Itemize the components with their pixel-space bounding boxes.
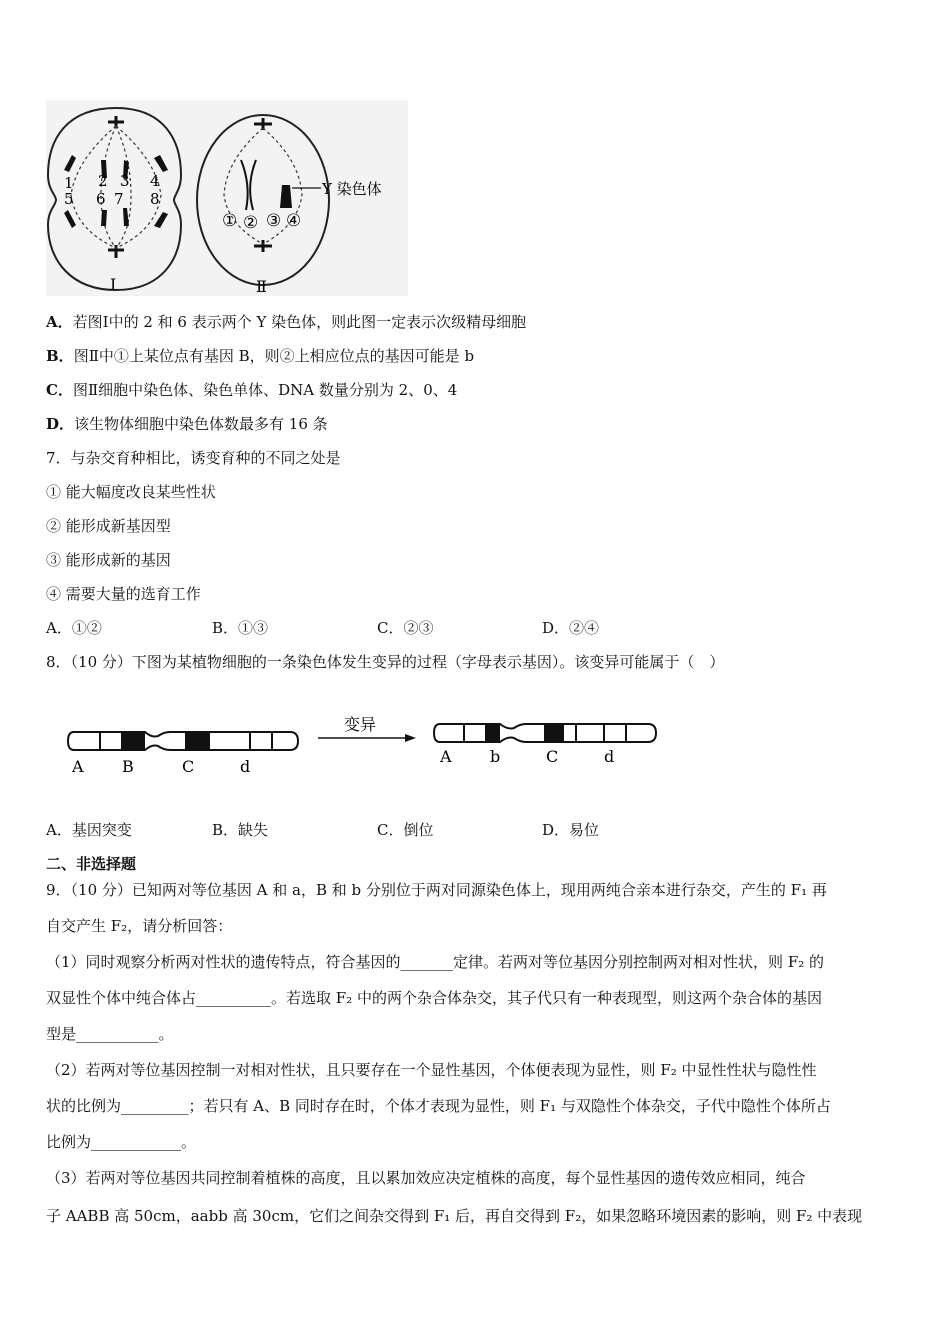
q9-part2-line1: （2）若两对等位基因控制一对相对性状，且只要存在一个显性基因，个体便表现为显性，则 F₂ 中显性性状与隐性性 [46, 1061, 817, 1079]
circled-label-4: ④ [286, 211, 302, 231]
gene-after-c: C [546, 747, 559, 766]
q7-item-2: ② 能形成新基因型 [46, 517, 171, 535]
q7-option-c[interactable] [377, 618, 434, 638]
section-heading: 二、非选择题 [46, 855, 137, 873]
option-letter: D． [542, 619, 570, 637]
gene-before-d: d [240, 757, 251, 776]
q9-part1-line1: （1）同时观察分析两对性状的遗传特点，符合基因的_______定律。若两对等位基因分别控制两对相对性状，则 F₂ 的 [46, 953, 825, 971]
chromosome-label-6: 6 [96, 190, 106, 208]
q7-option-d[interactable] [542, 618, 599, 638]
chromosome-label-4: 4 [150, 172, 160, 190]
option-letter: A． [46, 821, 72, 839]
option-letter: B． [212, 821, 239, 839]
gene-before-a: A [72, 757, 84, 776]
option-text: ②③ [403, 619, 434, 637]
option-letter: C． [46, 381, 73, 399]
chromosome-label-1: 1 [64, 174, 74, 192]
q6-option-a[interactable] [46, 312, 526, 332]
option-text: ①③ [238, 619, 269, 637]
q9-stem-line2: 自交产生 F₂，请分析回答： [46, 917, 233, 935]
q8-stem: 8．（10 分）下图为某植物细胞的一条染色体发生变异的过程（字母表示基因）。该变异可能属于（ ） [46, 653, 725, 671]
option-text: ②④ [569, 619, 600, 637]
option-letter: D． [542, 821, 570, 839]
q7-stem: 7．与杂交育种相比，诱变育种的不同之处是 [46, 449, 341, 467]
chromosome-label-5: 5 [64, 190, 74, 208]
circled-label-1: ① [222, 211, 238, 231]
option-letter: B． [212, 619, 239, 637]
q8-option-b[interactable] [212, 820, 268, 840]
q9-stem-line1: 9．（10 分）已知两对等位基因 A 和 a，B 和 b 分别位于两对同源染色体上，现用两纯合亲本进行杂交，产生的 F₁ 再 [46, 881, 827, 899]
q7-option-a[interactable] [46, 618, 102, 638]
chromosome-variation-figure [60, 708, 670, 778]
q9-part3-line1: （3）若两对等位基因共同控制着植株的高度，且以累加效应决定植株的高度，每个显性基因的遗传效应相同，纯合 [46, 1169, 806, 1187]
q8-option-d[interactable] [542, 820, 599, 840]
cell-division-figure [46, 100, 408, 296]
q6-option-b[interactable] [46, 346, 474, 366]
q9-part2-line3: 比例为____________。 [46, 1133, 197, 1151]
q9-part1-line2: 双显性个体中纯合体占__________。若选取 F₂ 中的两个杂合体杂交，其子代只有一种表现型，则这两个杂合体的基因 [46, 989, 822, 1007]
q7-option-b[interactable] [212, 618, 268, 638]
option-letter: C． [377, 619, 404, 637]
chromosome-label-2: 2 [98, 172, 108, 190]
q9-part2-line2: 状的比例为_________；若只有 A、B 同时存在时，个体才表现为显性，则 F₁ 与双隐性个体杂交，子代中隐性个体所占 [46, 1097, 831, 1115]
y-chromosome-label: Y 染色体 [322, 180, 382, 198]
q7-item-3: ③ 能形成新的基因 [46, 551, 171, 569]
option-letter: A． [46, 619, 72, 637]
gene-after-b: b [490, 747, 501, 766]
option-text: 图Ⅱ中①上某位点有基因 B，则②上相应位点的基因可能是 b [73, 347, 475, 365]
q8-option-a[interactable] [46, 820, 132, 840]
option-text: 基因突变 [71, 821, 132, 839]
gene-before-b: B [122, 757, 134, 776]
q9-part3-line2: 子 AABB 高 50cm，aabb 高 30cm，它们之间杂交得到 F₁ 后，再自交得到 F₂，如果忽略环境因素的影响，则 F₂ 中表现 [46, 1207, 863, 1225]
cell-label-1: Ⅰ [110, 275, 117, 294]
circled-label-3: ③ [266, 211, 282, 231]
cell-label-2: Ⅱ [256, 277, 267, 296]
option-text: 缺失 [238, 821, 269, 839]
q7-item-1: ① 能大幅度改良某些性状 [46, 483, 216, 501]
option-text: 倒位 [403, 821, 434, 839]
q6-option-c[interactable] [46, 380, 457, 400]
circled-label-2: ② [243, 213, 259, 233]
option-text: 若图Ⅰ中的 2 和 6 表示两个 Y 染色体，则此图一定表示次级精母细胞 [72, 313, 527, 331]
gene-after-a: A [440, 747, 452, 766]
gene-after-d: d [604, 747, 615, 766]
q6-option-d[interactable] [46, 414, 328, 434]
option-text: 该生物体细胞中染色体数最多有 16 条 [74, 415, 328, 433]
option-text: ①② [71, 619, 102, 637]
variation-arrow-label: 变异 [344, 715, 377, 734]
chromosome-label-7: 7 [114, 190, 124, 208]
gene-before-c: C [182, 757, 195, 776]
chromosome-label-8: 8 [150, 190, 160, 208]
option-letter: B． [46, 347, 74, 365]
option-text: 图Ⅱ细胞中染色体、染色单体、DNA 数量分别为 2、0、4 [72, 381, 458, 399]
q9-part1-line3: 型是___________。 [46, 1025, 174, 1043]
option-text: 易位 [569, 821, 600, 839]
chromosome-label-3: 3 [120, 172, 130, 190]
option-letter: A． [46, 313, 73, 331]
option-letter: C． [377, 821, 404, 839]
option-letter: D． [46, 415, 75, 433]
q7-item-4: ④ 需要大量的选育工作 [46, 585, 201, 603]
q8-option-c[interactable] [377, 820, 434, 840]
